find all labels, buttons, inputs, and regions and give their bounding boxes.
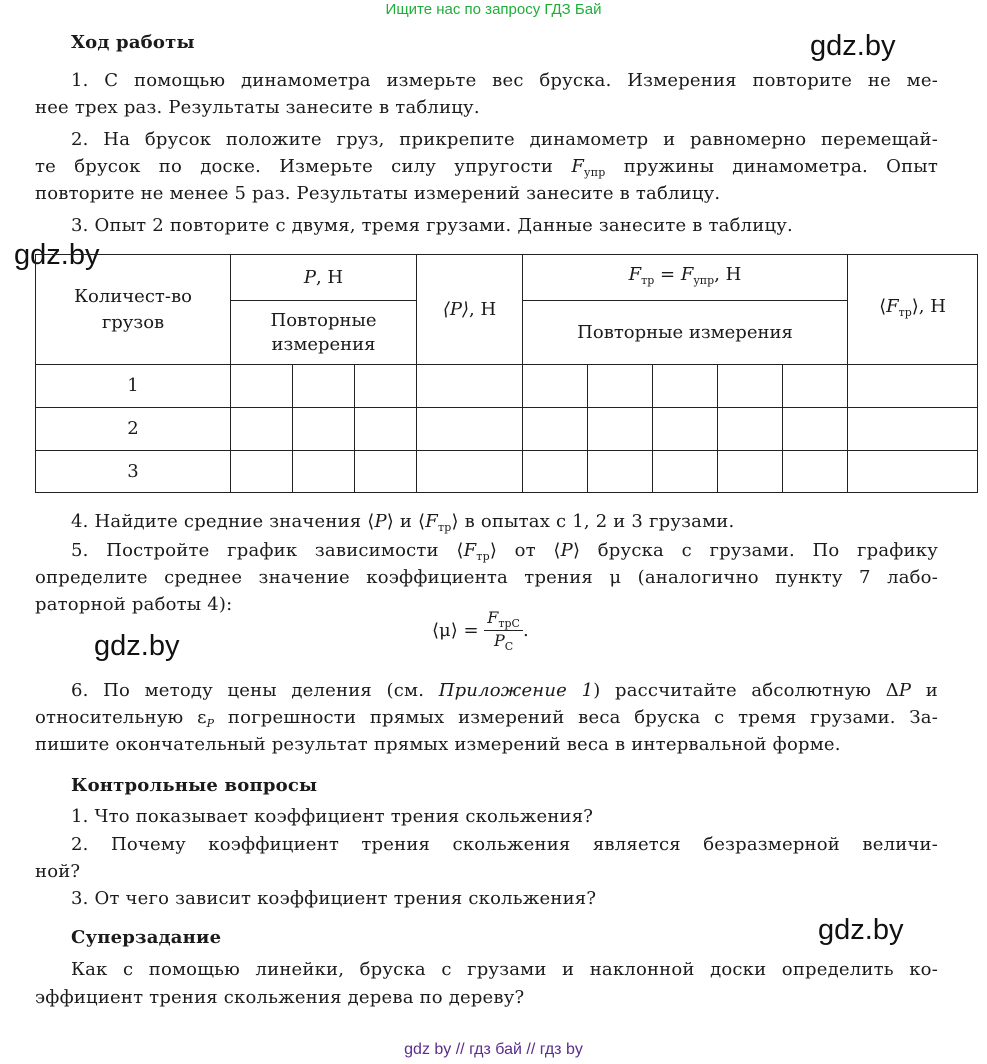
- row-label: 2: [36, 408, 231, 451]
- table-row: [36, 408, 978, 451]
- header-repeat-P: Повторные измерения: [231, 301, 417, 365]
- measurement-table: [35, 254, 978, 493]
- header-F: $F_{тр} = F_{упр}$, Н: [523, 255, 848, 301]
- header-avg-P: ⟨P⟩, Н: [417, 255, 523, 365]
- step-2-line: повторите не менее 5 раз. Результаты измерений занесите в таблицу.: [35, 183, 721, 204]
- mu-formula: ⟨μ⟩ = $\frac{F_{трC}}{P_C}$ .: [432, 608, 529, 653]
- watermark: gdz.by: [94, 630, 180, 662]
- row-label: 1: [36, 365, 231, 408]
- footer-links[interactable]: gdz by // гдз бай // гдз by: [404, 1041, 583, 1058]
- watermark: gdz.by: [810, 30, 896, 62]
- step-2-line: те брусок по доске. Измерьте силу упругости $F_{упр}$ пружины динамометра. Опыт: [35, 156, 938, 179]
- step-5-line: 5. Постройте график зависимости $⟨F_{тр}⟩$ от ⟨P⟩ бруска с грузами. По графику: [71, 540, 938, 563]
- step-6-line: 6. По методу цены деления (см. Приложение 1) рассчитайте абсолютную ΔP и: [71, 680, 938, 701]
- watermark: gdz.by: [818, 914, 904, 946]
- header-repeat-F: Повторные измерения: [523, 301, 848, 365]
- question-2: ной?: [35, 861, 81, 882]
- section-heading: Ход работы: [71, 32, 195, 53]
- row-label: 3: [36, 451, 231, 493]
- step-4-line: 4. Найдите средние значения ⟨P⟩ и $⟨F_{тр}⟩$ в опытах с 1, 2 и 3 грузами.: [71, 511, 735, 534]
- watermark: gdz.by: [14, 239, 100, 271]
- table-row: [36, 451, 978, 493]
- header-avg-F: $⟨F_{тр}⟩$, Н: [848, 255, 978, 365]
- step-5-line: раторной работы 4):: [35, 594, 233, 615]
- step-6-line: пишите окончательный результат прямых измерений веса в интервальной форме.: [35, 734, 841, 755]
- step-1-line: нее трех раз. Результаты занесите в таблицу.: [35, 97, 480, 118]
- question-2: 2. Почему коэффициент трения скольжения является безразмерной величи-: [71, 834, 938, 855]
- step-3-line: 3. Опыт 2 повторите с двумя, тремя грузами. Данные занесите в таблицу.: [71, 215, 793, 236]
- step-1-line: 1. С помощью динамометра измерьте вес бруска. Измерения повторите не ме-: [71, 70, 938, 91]
- question-3: 3. От чего зависит коэффициент трения скольжения?: [71, 888, 597, 909]
- header-P: P, Н: [231, 255, 417, 301]
- step-5-line: определите среднее значение коэффициента трения μ (аналогично пункту 7 лабо-: [35, 567, 938, 588]
- step-6-line: относительную $\varepsilon_P$ погрешности прямых измерений веса бруска с тремя грузами. За-: [35, 707, 939, 730]
- step-2-line: 2. На брусок положите груз, прикрепите динамометр и равномерно перемещай-: [71, 129, 938, 150]
- super-task-line: Как с помощью линейки, бруска с грузами и наклонной доски определить ко-: [71, 959, 938, 980]
- control-questions-heading: Контрольные вопросы: [71, 775, 318, 796]
- super-task-line: эффициент трения скольжения дерева по дереву?: [35, 987, 525, 1008]
- question-1: 1. Что показывает коэффициент трения скольжения?: [71, 806, 594, 827]
- super-task-heading: Суперзадание: [71, 927, 222, 948]
- search-banner[interactable]: Ищите нас по запросу ГДЗ Бай: [385, 1, 602, 18]
- header-count: Количест-во грузов: [36, 255, 231, 365]
- table-row: [36, 365, 978, 408]
